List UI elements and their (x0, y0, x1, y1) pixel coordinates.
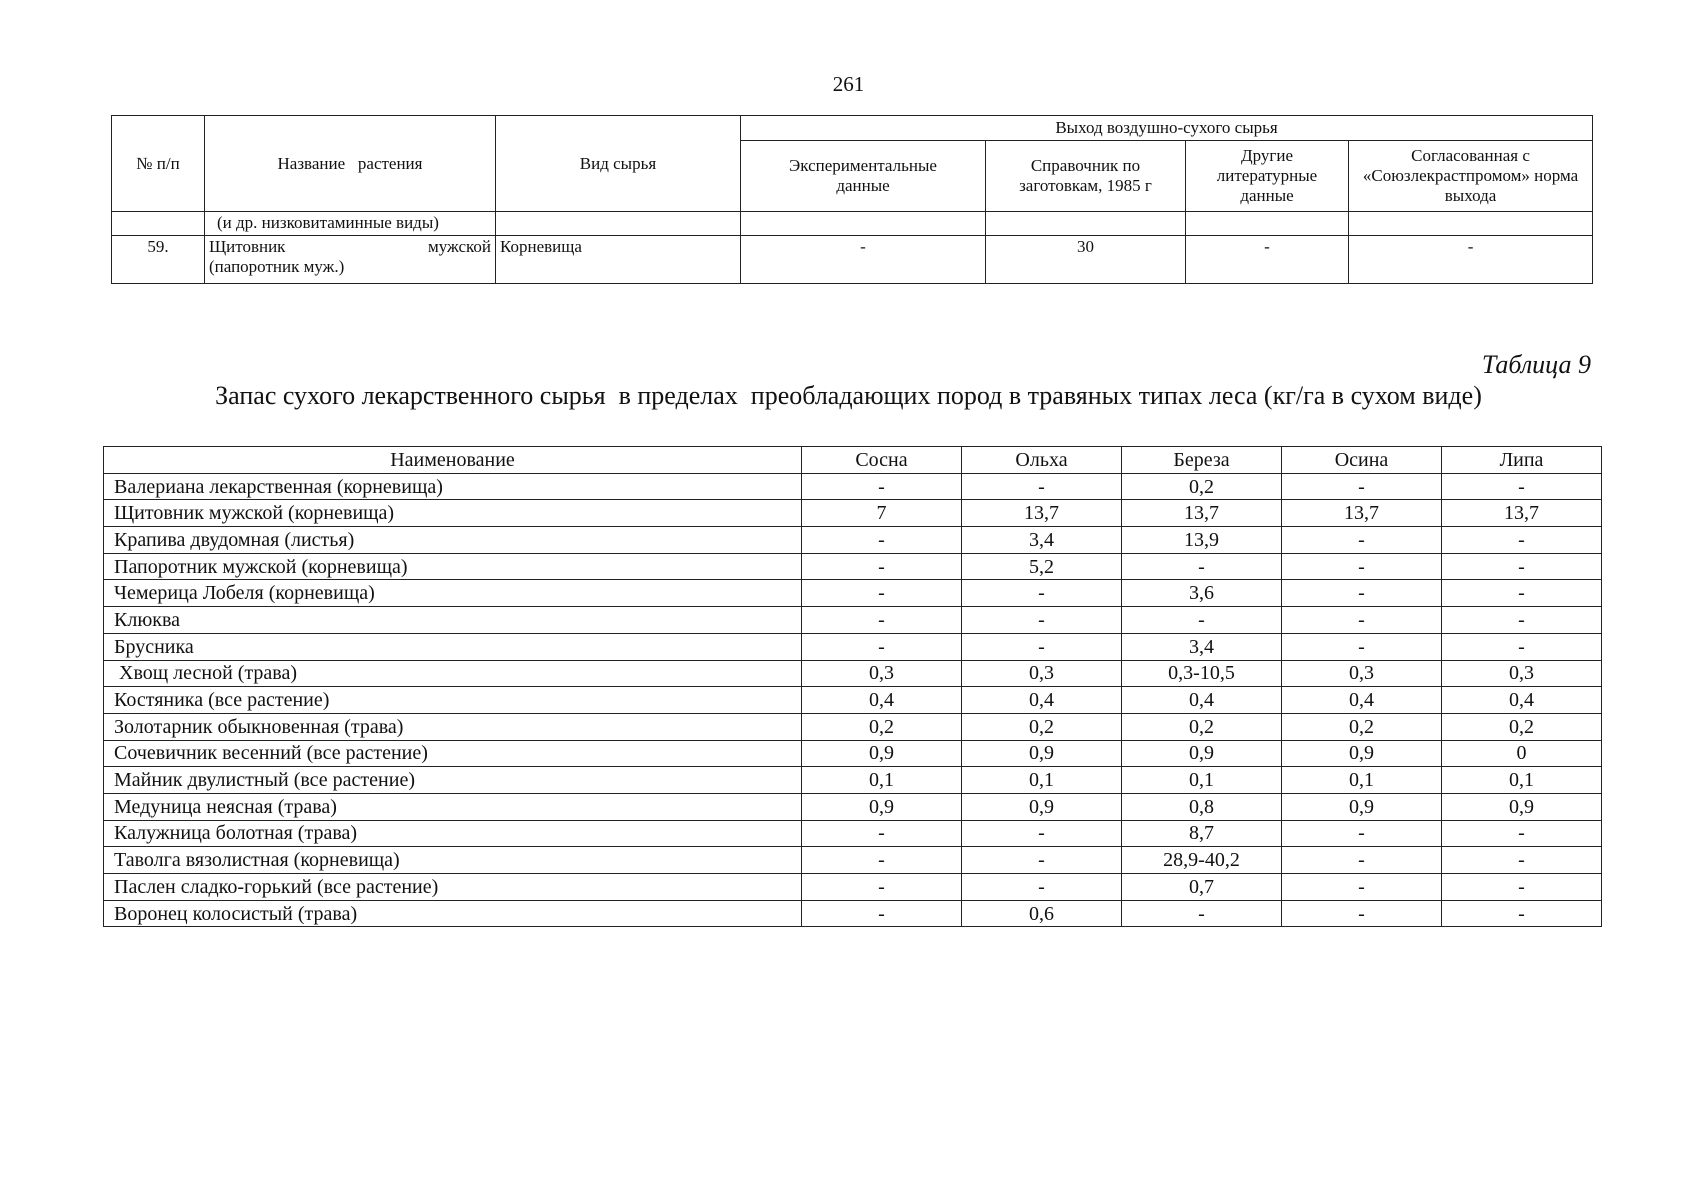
table-label: Таблица 9 (1481, 350, 1591, 379)
aspen-value: - (1282, 874, 1442, 901)
plant-name: Брусника (104, 633, 802, 660)
birch-value: 0,4 (1122, 687, 1282, 714)
aspen-value: - (1282, 633, 1442, 660)
plant-name: Калужница болотная (трава) (104, 820, 802, 847)
plant-name: Клюква (104, 607, 802, 634)
alder-value: 0,1 (962, 767, 1122, 794)
linden-value: - (1442, 527, 1602, 554)
pine-value: - (802, 553, 962, 580)
birch-value: 0,8 (1122, 793, 1282, 820)
alder-value: 3,4 (962, 527, 1122, 554)
linden-value: 0,3 (1442, 660, 1602, 687)
aspen-value: 0,4 (1282, 687, 1442, 714)
header-aspen: Осина (1282, 447, 1442, 474)
birch-value: - (1122, 607, 1282, 634)
linden-value: - (1442, 607, 1602, 634)
pine-value: 0,9 (802, 740, 962, 767)
linden-value: 0,1 (1442, 767, 1602, 794)
plant-name: Крапива двудомная (листья) (104, 527, 802, 554)
aspen-value: - (1282, 820, 1442, 847)
linden-value: - (1442, 847, 1602, 874)
table-row (104, 874, 1602, 901)
table-row (104, 713, 1602, 740)
birch-value: 8,7 (1122, 820, 1282, 847)
pine-value: - (802, 847, 962, 874)
pine-value: - (802, 527, 962, 554)
aspen-value: 0,1 (1282, 767, 1442, 794)
continuation-table (111, 115, 1593, 284)
pine-value: - (802, 580, 962, 607)
row-agreed-norm: - (1349, 236, 1593, 284)
pine-value: 0,1 (802, 767, 962, 794)
plant-name: Медуница неясная (трава) (104, 793, 802, 820)
pine-value: 0,2 (802, 713, 962, 740)
linden-value: - (1442, 553, 1602, 580)
birch-value: 0,3-10,5 (1122, 660, 1282, 687)
plant-name: Чемерица Лобеля (корневища) (104, 580, 802, 607)
plant-name: Воронец колосистый (трава) (104, 900, 802, 927)
aspen-value: - (1282, 473, 1442, 500)
header-yield-group: Выход воздушно-сухого сырья (741, 116, 1593, 141)
table-row (104, 500, 1602, 527)
aspen-value: 0,9 (1282, 793, 1442, 820)
row-raw-type: Корневища (496, 236, 741, 284)
birch-value: 0,7 (1122, 874, 1282, 901)
linden-value: 0,9 (1442, 793, 1602, 820)
table-row (104, 793, 1602, 820)
row-other-literature: - (1186, 236, 1349, 284)
header-other-literature: Другие литературные данные (1186, 141, 1349, 212)
row-plant-name-line2: (папоротник муж.) (209, 257, 345, 276)
pine-value: - (802, 607, 962, 634)
birch-value: 13,9 (1122, 527, 1282, 554)
birch-value: 0,1 (1122, 767, 1282, 794)
header-alder: Ольха (962, 447, 1122, 474)
header-agreed-norm: Согласованная с «Союзлекрастпромом» норма выхода (1349, 141, 1593, 212)
alder-value: - (962, 633, 1122, 660)
table-row (112, 236, 1593, 284)
table-row (104, 473, 1602, 500)
plant-name: Папоротник мужской (корневища) (104, 553, 802, 580)
plant-name: Золотарник обыкновенная (трава) (104, 713, 802, 740)
birch-value: 0,9 (1122, 740, 1282, 767)
aspen-value: 13,7 (1282, 500, 1442, 527)
alder-value: 0,4 (962, 687, 1122, 714)
row-plant-name-part2: мужской (427, 237, 491, 256)
linden-value: - (1442, 900, 1602, 927)
alder-value: 0,3 (962, 660, 1122, 687)
header-name: Наименование (104, 447, 802, 474)
alder-value: - (962, 847, 1122, 874)
header-birch: Береза (1122, 447, 1282, 474)
aspen-value: 0,2 (1282, 713, 1442, 740)
table-row (104, 633, 1602, 660)
birch-value: 28,9-40,2 (1122, 847, 1282, 874)
linden-value: 0,4 (1442, 687, 1602, 714)
aspen-value: - (1282, 847, 1442, 874)
plant-name: Хвощ лесной (трава) (104, 660, 802, 687)
aspen-value: - (1282, 553, 1442, 580)
alder-value: 0,6 (962, 900, 1122, 927)
birch-value: - (1122, 553, 1282, 580)
row-experimental: - (741, 236, 986, 284)
plant-name: Костяника (все растение) (104, 687, 802, 714)
table-row (104, 740, 1602, 767)
row-handbook: 30 (986, 236, 1186, 284)
pine-value: - (802, 900, 962, 927)
row-num: 59. (112, 236, 205, 284)
table-row (104, 580, 1602, 607)
alder-value: - (962, 820, 1122, 847)
header-num: № п/п (112, 116, 205, 212)
pine-value: - (802, 473, 962, 500)
continuation-name: (и др. низковитаминные виды) (205, 212, 496, 236)
linden-value: 0,2 (1442, 713, 1602, 740)
table-row (104, 767, 1602, 794)
header-raw-type: Вид сырья (496, 116, 741, 212)
linden-value: - (1442, 473, 1602, 500)
pine-value: - (802, 820, 962, 847)
pine-value: - (802, 874, 962, 901)
header-plant-name: Название растения (205, 116, 496, 212)
linden-value: 0 (1442, 740, 1602, 767)
birch-value: 0,2 (1122, 473, 1282, 500)
alder-value: 0,9 (962, 740, 1122, 767)
birch-value: 0,2 (1122, 713, 1282, 740)
pine-value: - (802, 633, 962, 660)
table-row (104, 527, 1602, 554)
table-row (104, 900, 1602, 927)
row-plant-name (205, 236, 496, 284)
plant-name: Щитовник мужской (корневища) (104, 500, 802, 527)
linden-value: - (1442, 874, 1602, 901)
alder-value: 13,7 (962, 500, 1122, 527)
pine-value: 0,4 (802, 687, 962, 714)
plant-name: Валериана лекарственная (корневища) (104, 473, 802, 500)
table-row (104, 820, 1602, 847)
pine-value: 0,3 (802, 660, 962, 687)
linden-value: 13,7 (1442, 500, 1602, 527)
pine-value: 7 (802, 500, 962, 527)
pine-value: 0,9 (802, 793, 962, 820)
table-title: Запас сухого лекарственного сырья в пределах преобладающих пород в травяных типах леса (кг/га в сухом виде) (215, 381, 1482, 410)
header-handbook: Справочник по заготовкам, 1985 г (986, 141, 1186, 212)
plant-name: Майник двулистный (все растение) (104, 767, 802, 794)
table-row (104, 687, 1602, 714)
header-experimental: Экспериментальные данные (741, 141, 986, 212)
alder-value: 0,2 (962, 713, 1122, 740)
table-row (104, 847, 1602, 874)
table-row (104, 553, 1602, 580)
alder-value: - (962, 580, 1122, 607)
header-row (104, 447, 1602, 474)
alder-value: 5,2 (962, 553, 1122, 580)
table-row (104, 607, 1602, 634)
table-row (112, 212, 1593, 236)
aspen-value: - (1282, 900, 1442, 927)
linden-value: - (1442, 633, 1602, 660)
aspen-value: - (1282, 580, 1442, 607)
aspen-value: - (1282, 527, 1442, 554)
aspen-value: - (1282, 607, 1442, 634)
birch-value: 3,4 (1122, 633, 1282, 660)
alder-value: - (962, 473, 1122, 500)
alder-value: - (962, 874, 1122, 901)
header-pine: Сосна (802, 447, 962, 474)
main-table (103, 446, 1602, 927)
alder-value: 0,9 (962, 793, 1122, 820)
birch-value: 13,7 (1122, 500, 1282, 527)
plant-name: Сочевичник весенний (все растение) (104, 740, 802, 767)
birch-value: 3,6 (1122, 580, 1282, 607)
birch-value: - (1122, 900, 1282, 927)
aspen-value: 0,9 (1282, 740, 1442, 767)
table-row (104, 660, 1602, 687)
row-plant-name-part1: Щитовник (209, 237, 286, 256)
linden-value: - (1442, 820, 1602, 847)
alder-value: - (962, 607, 1122, 634)
page-number: 261 (832, 72, 865, 96)
linden-value: - (1442, 580, 1602, 607)
plant-name: Паслен сладко-горький (все растение) (104, 874, 802, 901)
header-linden: Липа (1442, 447, 1602, 474)
aspen-value: 0,3 (1282, 660, 1442, 687)
plant-name: Таволга вязолистная (корневища) (104, 847, 802, 874)
